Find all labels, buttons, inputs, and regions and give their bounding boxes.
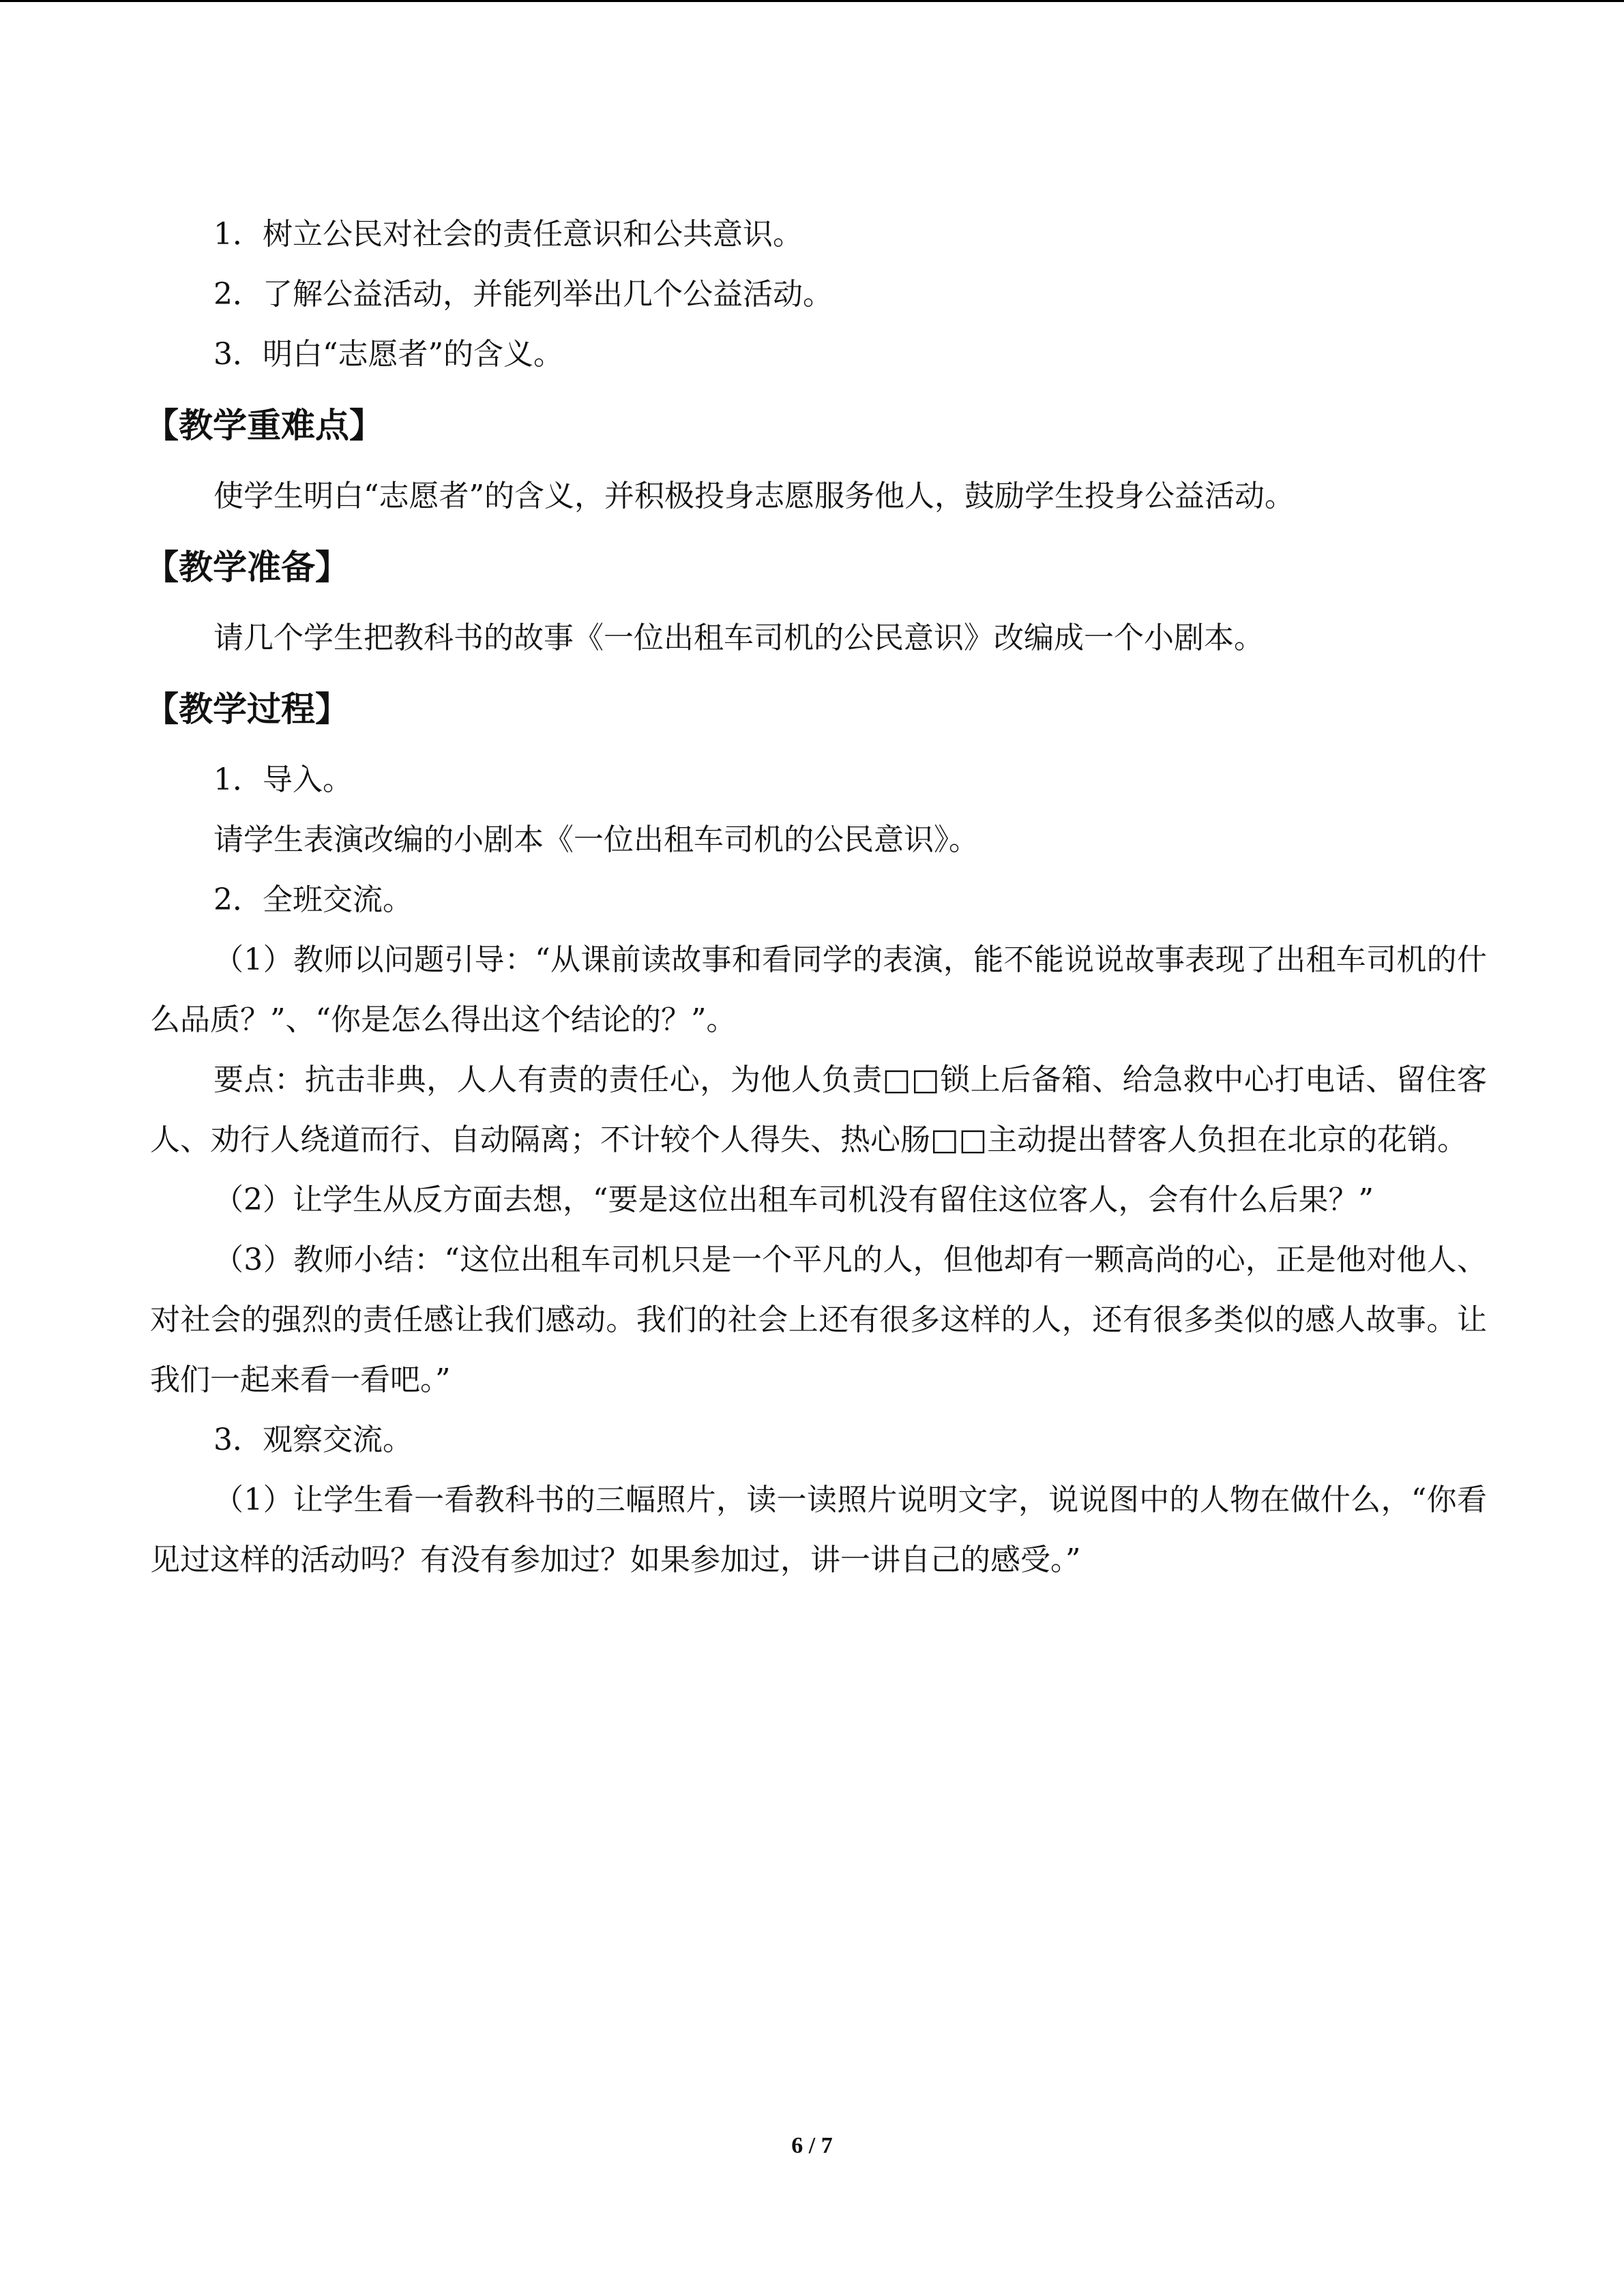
page-number: 6 / 7 (791, 2133, 833, 2158)
step2-question-1: （1）教师以问题引导：“从课前读故事和看同学的表演，能不能说说故事表现了出租车司机的什么品质？”、“你是怎么得出这个结论的？”。 (150, 942, 1487, 1037)
step1-text: 请学生表演改编的小剧本《一位出租车司机的公民意识》。 (213, 822, 979, 857)
preparation-text: 请几个学生把教科书的故事《一位出租车司机的公民意识》改编成一个小剧本。 (213, 621, 1264, 655)
objective-1: 1．树立公民对社会的责任意识和公共意识。 (213, 217, 803, 252)
document-body (145, 205, 1487, 1590)
step2-title: 2．全班交流。 (213, 882, 413, 917)
process-heading: 【教学过程】 (145, 689, 349, 729)
key-points-heading: 【教学重难点】 (145, 406, 383, 445)
preparation-heading: 【教学准备】 (145, 548, 349, 587)
step1-title: 1．导入。 (213, 762, 353, 797)
objective-2: 2．了解公益活动，并能列举出几个公益活动。 (213, 277, 833, 312)
step2-question-3: （3）教师小结：“这位出租车司机只是一个平凡的人，但他却有一颗高尚的心，正是他对他人、对社会的强烈的责任感让我们感动。我们的社会上还有很多这样的人，还有很多类似的感人故事。让我们一起来看一看吧。” (150, 1242, 1487, 1397)
key-points-text: 使学生明白“志愿者”的含义，并积极投身志愿服务他人，鼓励学生投身公益活动。 (213, 479, 1295, 513)
step2-question-2: （2）让学生从反方面去想，“要是这位出租车司机没有留住这位客人，会有什么后果？” (213, 1182, 1374, 1217)
step2-key-points: 要点：抗击非典，人人有责的责任心，为他人负责□□锁上后备箱、给急救中心打电话、留住客人、劝行人绕道而行、自动隔离；不计较个人得失、热心肠□□主动提出替客人负担在北京的花销。 (150, 1062, 1487, 1157)
objective-3: 3．明白“志愿者”的含义。 (213, 337, 563, 372)
step3-question-1: （1）让学生看一看教科书的三幅照片，读一读照片说明文字，说说图中的人物在做什么，“你看见过这样的活动吗？有没有参加过？如果参加过，讲一讲自己的感受。” (150, 1482, 1487, 1577)
step3-title: 3．观察交流。 (213, 1422, 413, 1457)
top-border-line (0, 0, 1624, 2)
